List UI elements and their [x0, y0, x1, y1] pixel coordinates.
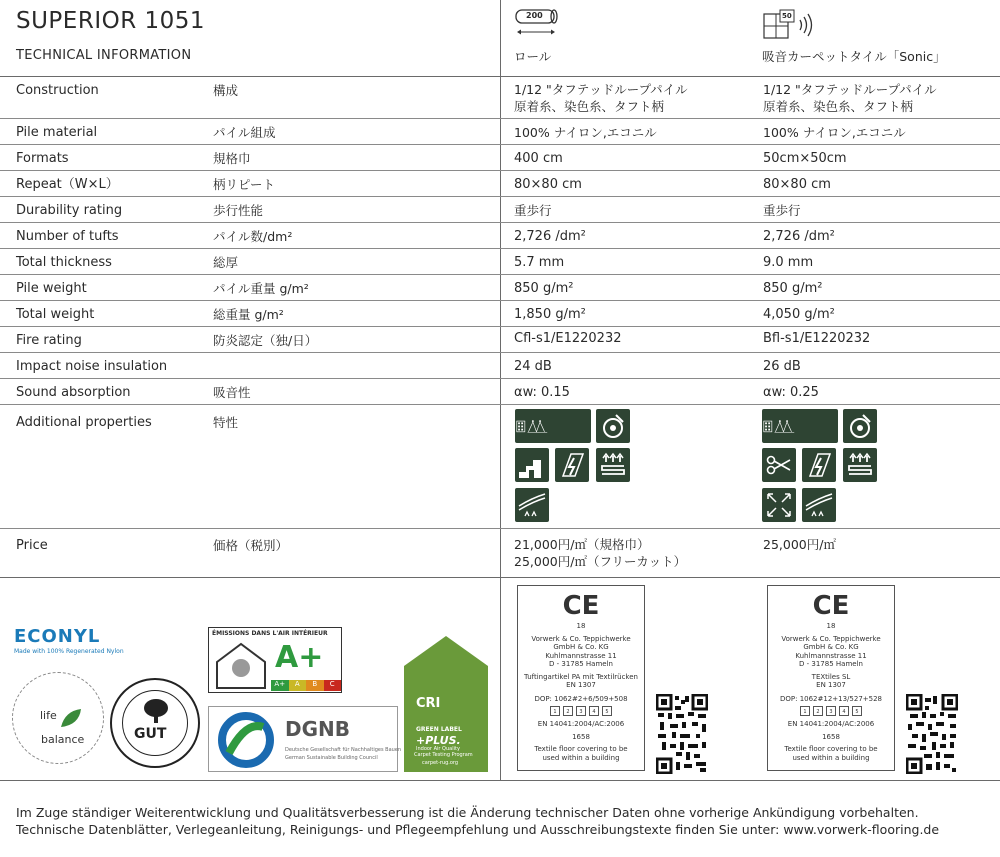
row-label-en: Total thickness — [16, 255, 112, 270]
row-label-jp: 吸音性 — [213, 385, 251, 400]
row-label-jp: 構成 — [213, 83, 239, 98]
col1-price: 21,000円/㎡（規格巾） — [514, 537, 650, 552]
row-label-jp: 総厚 — [213, 255, 239, 270]
row-label-en: Pile weight — [16, 281, 87, 296]
footer-disclaimer: Im Zuge ständiger Weiterentwicklung und Qualitätsverbesserung ist die Änderung technischer Daten ohne vorherige Ankündigung vorbehalten. — [16, 805, 919, 820]
row-label-en: Formats — [16, 151, 69, 166]
col1-heading: ロール — [514, 49, 552, 64]
tile-size-value: 50 — [782, 12, 792, 20]
col2-heading: 吸音カーペットタイル「Sonic」 — [762, 49, 946, 64]
col1-value: 400 cm — [514, 151, 563, 166]
col1-value: 24 dB — [514, 359, 552, 374]
col1-value-line2: 原着糸、染色糸、タフト柄 — [514, 99, 665, 114]
col1-value: 850 g/m² — [514, 281, 574, 296]
col2-value: 2,726 /dm² — [763, 229, 835, 244]
row-label-en: Durability rating — [16, 203, 123, 218]
row-label-en: Number of tufts — [16, 229, 119, 244]
row-label-en: Construction — [16, 83, 99, 98]
col2-value: 50cm×50cm — [763, 151, 847, 166]
col2-value: 100% ナイロン,エコニル — [763, 125, 906, 140]
dgnb-logo: DGNB Deutsche Gesellschaft für Nachhaltiges Bauen German Sustainable Building Council — [208, 706, 398, 772]
col1-value: 1,850 g/m² — [514, 307, 586, 322]
col2-price: 25,000円/㎡ — [763, 537, 836, 552]
footer-website-info: Technische Datenblätter, Verlegeanleitung, Reinigungs- und Pflegeempfehlung und Ausschreibungstexte finden Sie unter: www.vorwerk-flooring.de — [16, 822, 940, 837]
row-label-jp: 柄リピート — [213, 177, 276, 192]
antistatic-icon — [802, 448, 836, 482]
col1-value: 5.7 mm — [514, 255, 565, 270]
row-label-jp: 総重量 g/m² — [213, 307, 284, 322]
castor-chair-icon — [596, 409, 630, 443]
row-label-en: Total weight — [16, 307, 95, 322]
col1-value: 100% ナイロン,エコニル — [514, 125, 657, 140]
row-label-en: Pile material — [16, 125, 98, 140]
row-label-en: Fire rating — [16, 333, 82, 348]
row-label-jp: 歩行性能 — [213, 203, 264, 218]
col2-value: 80×80 cm — [763, 177, 831, 192]
row-label-jp: パイル重量 g/m² — [213, 281, 309, 296]
stairs-icon — [515, 448, 549, 482]
comfort-icon — [515, 488, 549, 522]
row-label-en: Repeat（W×L） — [16, 177, 119, 192]
col1-value: 80×80 cm — [514, 177, 582, 192]
col1-value: 重歩行 — [514, 203, 552, 218]
expand-arrows-icon — [762, 488, 796, 522]
qr-code[interactable] — [656, 694, 708, 778]
underfloor-heating-icon — [843, 448, 877, 482]
col2-value: 9.0 mm — [763, 255, 814, 270]
col1-value: Cfl-s1/E1220232 — [514, 331, 622, 346]
col1-value: αw: 0.15 — [514, 385, 570, 400]
office-stairs-icon — [762, 409, 838, 443]
col2-value: 26 dB — [763, 359, 801, 374]
ce-card-roll: CE 18 Vorwerk & Co. Teppichwerke GmbH & Co. KG Kuhlmannstrasse 11 D - 31785 Hameln Tuftingartikel PA mit Textilrücken EN 1307 DOP: 1062#2+6/509+508 1 2 3 4 5 EN 14041:2004/AC:2006 1658 Textile floor covering to be used within a building — [517, 585, 645, 771]
row-label-jp: パイル数/dm² — [213, 229, 293, 244]
price-label-jp: 価格（税別） — [213, 538, 289, 553]
price-label-en: Price — [16, 538, 48, 553]
emissions-label: ÉMISSIONS DANS L'AIR INTÉRIEUR A+ A+ A B C — [208, 627, 342, 693]
econyl-tagline: Made with 100% Regenerated Nylon — [14, 648, 124, 655]
castor-chair-icon — [843, 409, 877, 443]
row-label-en: Sound absorption — [16, 385, 131, 400]
roll-width-value: 200 — [526, 11, 543, 20]
comfort-icon — [802, 488, 836, 522]
underfloor-heating-icon — [596, 448, 630, 482]
life-balance-seal: life balance — [12, 672, 104, 764]
office-stairs-icon — [515, 409, 591, 443]
row-label-jp: パイル組成 — [213, 125, 276, 140]
row-label-en: Additional properties — [16, 415, 152, 430]
tile-sound-icon — [762, 8, 826, 46]
col2-value: 重歩行 — [763, 203, 801, 218]
row-label-en: Impact noise insulation — [16, 359, 168, 374]
col2-value: 850 g/m² — [763, 281, 823, 296]
col1-price-line2: 25,000円/㎡（フリーカット） — [514, 554, 687, 569]
row-label-jp: 防炎認定（独/日） — [213, 333, 318, 348]
col2-value: Bfl-s1/E1220232 — [763, 331, 871, 346]
ce-card-tile: CE 18 Vorwerk & Co. Teppichwerke GmbH & Co. KG Kuhlmannstrasse 11 D - 31785 Hameln TEXtiles SL EN 1307 DOP: 1062#12+13/527+528 1 2 3 4 5 EN 14041:2004/AC:2006 1658 Textile floor covering to be used within a building — [767, 585, 895, 771]
col1-value: 1/12 "タフテッドループパイル — [514, 82, 688, 97]
row-label-jp: 規格巾 — [213, 151, 251, 166]
cut-tile-icon — [762, 448, 796, 482]
page-subtitle: TECHNICAL INFORMATION — [16, 48, 192, 63]
col2-value: αw: 0.25 — [763, 385, 819, 400]
page-title: SUPERIOR 1051 — [16, 8, 206, 34]
econyl-logo: ECONYL — [14, 626, 101, 647]
col2-value: 1/12 "タフテッドループパイル — [763, 82, 937, 97]
antistatic-icon — [555, 448, 589, 482]
col2-value-line2: 原着糸、染色糸、タフト柄 — [763, 99, 914, 114]
col1-value: 2,726 /dm² — [514, 229, 586, 244]
qr-code[interactable] — [906, 694, 958, 778]
col2-value: 4,050 g/m² — [763, 307, 835, 322]
gut-seal: GUT — [110, 678, 200, 768]
row-label-jp: 特性 — [213, 415, 239, 430]
cri-green-label: CRI GREEN LABEL +PLUS. Indoor Air Quality Carpet Testing Program carpet-rug.org — [404, 636, 488, 772]
